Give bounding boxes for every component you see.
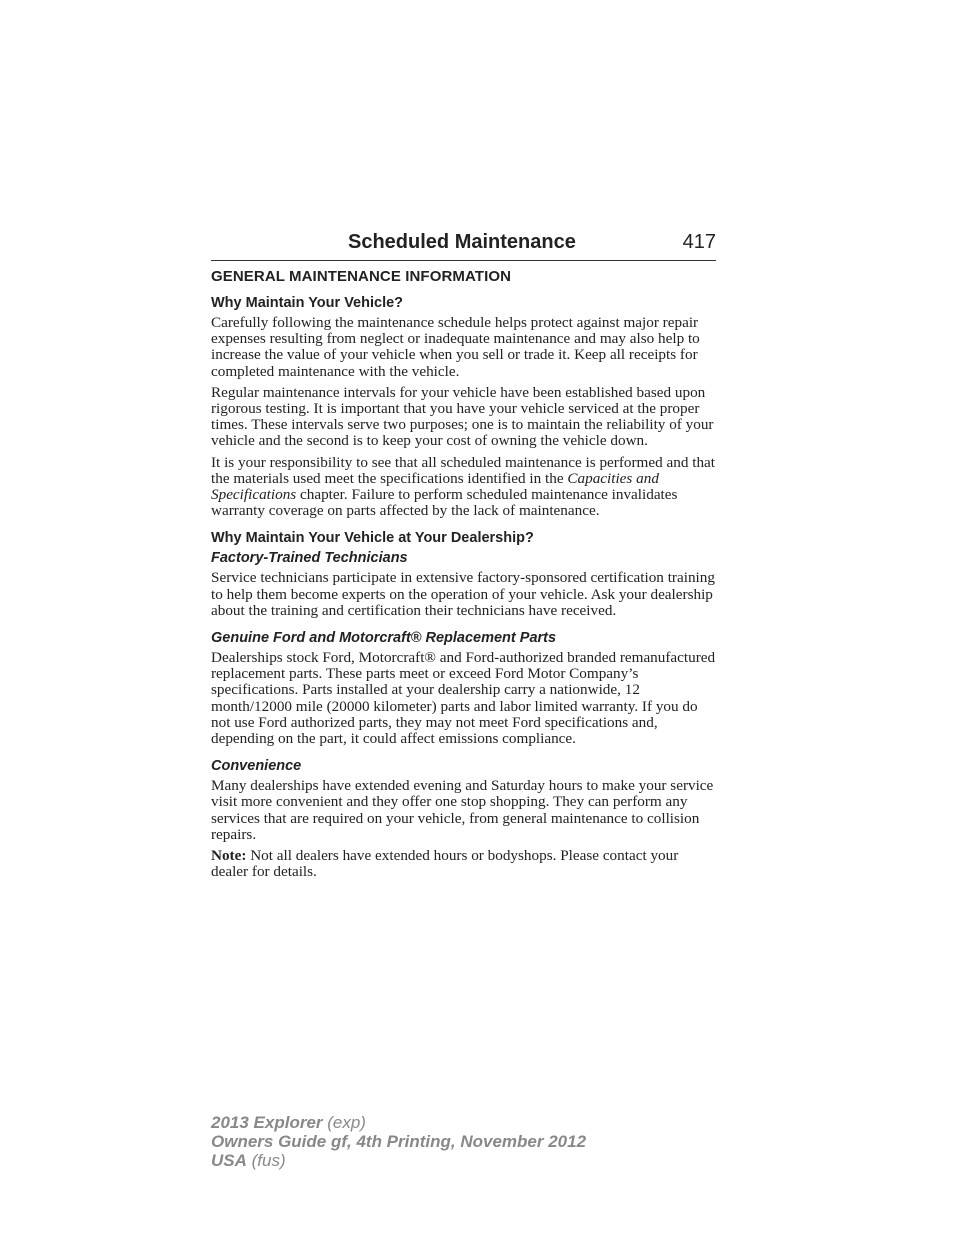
footer-market: USA — [211, 1151, 247, 1170]
footer-line-2: Owners Guide gf, 4th Printing, November 2012 — [211, 1132, 587, 1151]
section-title: GENERAL MAINTENANCE INFORMATION — [211, 268, 512, 285]
why-maintain-paragraph-2: Regular maintenance intervals for your vehicle have been established based upon rigorous testing. It is important that you have your vehicle serviced at the proper times. These intervals serve two purposes; one is to maintain the reliability of your vehicle and the second is to keep your cost of owning the vehicle down. — [211, 383, 714, 450]
why-maintain-paragraph-3 — [211, 455, 716, 520]
page-footer — [211, 1113, 586, 1170]
note-paragraph — [211, 848, 716, 880]
footer-model: 2013 Explorer — [211, 1113, 323, 1132]
dealership-heading: Why Maintain Your Vehicle at Your Dealership? — [211, 530, 534, 547]
paragraph-3-text-a: It is your responsibility to see that all scheduled maintenance is performed and that the materials used meet the specifications identified in the — [211, 453, 715, 487]
why-maintain-heading: Why Maintain Your Vehicle? — [211, 295, 404, 311]
capacities-reference: Capacities and Specifications — [211, 469, 659, 504]
page-content — [211, 268, 716, 885]
note-text: Not all dealers have extended hours or bodyshops. Please contact your dealer for details. — [211, 847, 679, 881]
footer-model-code: (exp) — [322, 1113, 366, 1132]
parts-paragraph: Dealerships stock Ford, Motorcraft® and Ford-authorized branded remanufactured replacement parts. These parts meet or exceed Ford Motor Company’s specifications. Parts installed at your dealership carry a nationwide, 12 month/12000 mile (20000 kilometer) parts and labor limited warranty. If you do not use Ford authorized parts, they may not meet Ford specifications and, depending on the part, it could affect emissions compliance. — [211, 649, 716, 748]
page-header — [211, 229, 716, 261]
chapter-title: Scheduled Maintenance — [348, 231, 576, 253]
technicians-paragraph: Service technicians participate in extensive factory-sponsored certification training to help them become experts on the operation of your vehicle. Ask your dealership about the training and certification their technicians have received. — [211, 569, 715, 619]
footer-market-code: (fus) — [246, 1151, 286, 1170]
parts-heading: Genuine Ford and Motorcraft® Replacement Parts — [211, 630, 557, 647]
footer-line-1 — [211, 1113, 586, 1132]
why-maintain-paragraph-1: Carefully following the maintenance schedule helps protect against major repair expenses resulting from neglect or inadequate maintenance and may also help to increase the value of your vehicle when you sell or trade it. Keep all receipts for completed maintenance with the vehicle. — [211, 314, 700, 380]
footer-line-3 — [211, 1151, 586, 1170]
paragraph-3-text-b: chapter. Failure to perform scheduled maintenance invalidates warranty coverage on parts affected by the lack of maintenance. — [211, 486, 678, 520]
page-number: 417 — [682, 231, 716, 253]
convenience-heading: Convenience — [211, 758, 302, 775]
note-label: Note: — [211, 847, 247, 865]
convenience-paragraph: Many dealerships have extended evening and Saturday hours to make your service visit more convenient and they offer one stop shopping. They can perform any services that are required on your vehicle, from general maintenance to collision repairs. — [211, 777, 714, 843]
technicians-heading: Factory-Trained Technicians — [211, 550, 408, 567]
